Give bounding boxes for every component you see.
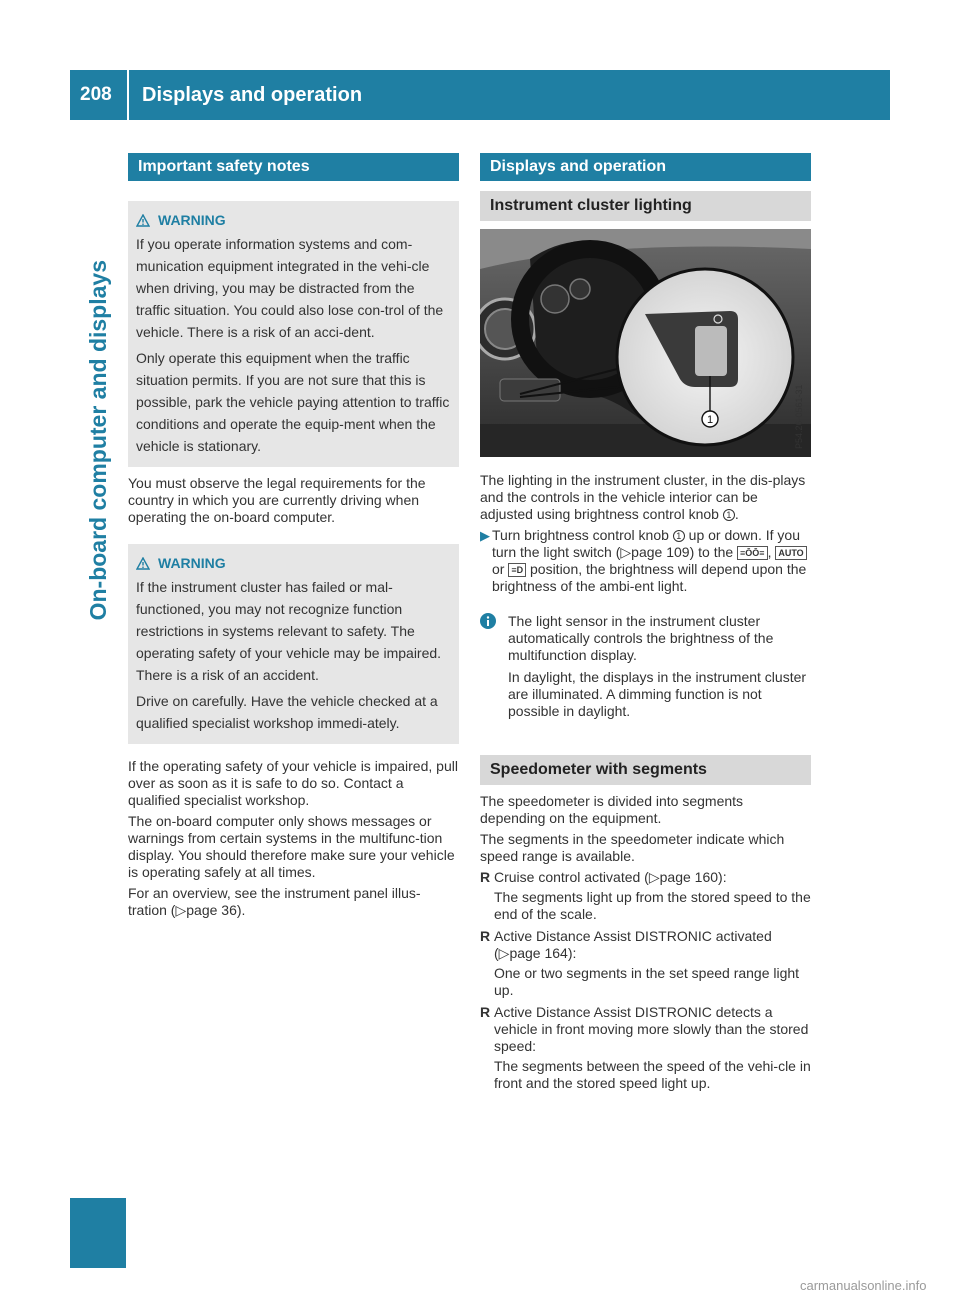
warning-text: If the instrument cluster has failed or mal-functioned, you may not recognize function restrictions in systems relevant to safety. The operating safety of your vehicle may be impaired. There is a risk of an accident. bbox=[136, 579, 442, 683]
subsection-title-lighting: Instrument cluster lighting bbox=[480, 191, 811, 221]
page-ref-arrow-icon: ▷ bbox=[498, 945, 510, 961]
paragraph-text: The lighting in the instrument cluster, in the dis-plays and the controls in the vehicle interior can be adjusted using brightness control knob bbox=[480, 472, 806, 522]
body-text bbox=[128, 758, 459, 919]
paragraph: You must observe the legal requirements for the country in which you are currently driving when operating the on-board computer. bbox=[128, 475, 426, 525]
warning-box-2 bbox=[128, 544, 459, 744]
list-item bbox=[480, 928, 811, 1002]
warning-text: If you operate information systems and com-munication equipment integrated in the vehi-cle when driving, you may be distracted from the traffic situation. You could also lose con-trol of the vehicle. There is a risk of an acci-dent. bbox=[136, 236, 444, 340]
dashboard-illustration bbox=[480, 229, 811, 457]
step-text: Turn brightness control knob 1 up or down. If you turn the light switch (▷page 109) to the ≡ŌŌ≡ , AUTO or ≡D position, the brightness will depend upon the brightness of the ambi-ent light. bbox=[492, 527, 807, 594]
paragraph: The segments in the speedometer indicate which speed range is available. bbox=[480, 831, 785, 864]
list-item-subtext: One or two segments in the set speed range light up. bbox=[494, 965, 800, 998]
right-column bbox=[480, 153, 811, 1095]
paragraph: The speedometer is divided into segments depending on the equipment. bbox=[480, 793, 744, 826]
side-tab-label: On-board computer and displays bbox=[85, 260, 111, 621]
step-text-part: ) to the bbox=[689, 544, 738, 560]
page-reference-link[interactable]: page 160 bbox=[659, 869, 719, 885]
bullet-marker: R bbox=[480, 928, 491, 944]
figure-code: P54.26-0561-31 bbox=[794, 384, 804, 449]
figure-callout-1: 1 bbox=[706, 414, 714, 426]
warning-label: WARNING bbox=[158, 555, 226, 571]
list-text-part: ): bbox=[718, 869, 727, 885]
footer-watermark: carmanualsonline.info bbox=[800, 1278, 927, 1293]
paragraph: The on-board computer only shows messages or warnings from certain systems in the multifunc-tion display. You should therefore make sure your vehicle is operating safely at all times. bbox=[128, 813, 455, 880]
body-text bbox=[480, 793, 811, 865]
callout-number: 1 bbox=[673, 530, 685, 542]
instruction-step bbox=[480, 527, 811, 595]
parking-light-symbol-icon: ≡ŌŌ≡ bbox=[737, 546, 768, 560]
header-title: Displays and operation bbox=[142, 84, 363, 106]
step-text-part: Turn brightness control knob bbox=[492, 527, 673, 543]
info-note bbox=[480, 613, 811, 725]
step-text-part: position, the brightness will depend upon the brightness of the ambi-ent light. bbox=[492, 561, 807, 594]
info-text: The light sensor in the instrument cluster automatically controls the brightness of the multifunction display. bbox=[508, 613, 774, 663]
list-item-subtext: The segments between the speed of the vehi-cle in front and the stored speed light up. bbox=[494, 1058, 811, 1091]
callout-number: 1 bbox=[723, 509, 735, 521]
header-separator bbox=[127, 70, 129, 120]
subsection-title-speedometer: Speedometer with segments bbox=[480, 755, 811, 785]
warning-box-1 bbox=[128, 201, 459, 467]
paragraph: If the operating safety of your vehicle is impaired, pull over as soon as it is safe to do so. Contact a qualified specialist workshop. bbox=[128, 758, 458, 808]
bullet-marker: R bbox=[480, 1004, 491, 1020]
page-reference-link[interactable]: page 109 bbox=[631, 544, 690, 560]
info-text: In daylight, the displays in the instrument cluster are illuminated. A dimming function is not possible in daylight. bbox=[508, 669, 807, 719]
info-content bbox=[508, 613, 811, 725]
warning-heading bbox=[136, 209, 451, 231]
paragraph-text: For an overview, see the instrument panel illus-tration ( bbox=[128, 885, 421, 918]
list-item bbox=[480, 869, 811, 926]
warning-triangle-icon bbox=[136, 557, 150, 570]
low-beam-symbol-icon: ≡D bbox=[508, 563, 526, 577]
instrument-cluster-figure bbox=[480, 229, 811, 457]
paragraph bbox=[480, 472, 811, 523]
page-header bbox=[70, 70, 890, 120]
page-ref-arrow-icon: ▷ bbox=[620, 544, 632, 560]
page-reference-link[interactable]: page 164 bbox=[509, 945, 568, 961]
left-column bbox=[128, 153, 459, 923]
auto-light-symbol-icon: AUTO bbox=[775, 546, 806, 560]
step-text-part: or bbox=[492, 561, 505, 577]
list-item-subtext: The segments light up from the stored speed to the end of the scale. bbox=[494, 889, 811, 922]
warning-text: Only operate this equipment when the traffic situation permits. If you are not sure that this is possible, park the vehicle paying attention to traffic conditions and operate the equip-ment when the vehicle is stationary. bbox=[136, 350, 450, 454]
list-item bbox=[480, 1004, 811, 1095]
side-tab bbox=[70, 120, 126, 1270]
list-text-part: Cruise control activated ( bbox=[494, 869, 649, 885]
info-icon bbox=[480, 613, 508, 725]
step-arrow-icon: ▶ bbox=[480, 528, 490, 543]
list-item-text: Active Distance Assist DISTRONIC detects a vehicle in front moving more slowly than the stored speed: bbox=[494, 1004, 809, 1054]
warning-label: WARNING bbox=[158, 212, 226, 228]
list-item-text bbox=[494, 869, 811, 886]
list-item-content bbox=[494, 1004, 811, 1095]
paragraph-text: ). bbox=[236, 902, 246, 918]
page-ref-arrow-icon: ▷ bbox=[648, 869, 660, 885]
side-tab-marker bbox=[70, 1198, 126, 1268]
step-text-part: up or down. If you turn the light switch ( bbox=[492, 527, 800, 560]
list-text-part: Active Distance Assist DISTRONIC activated ( bbox=[494, 928, 772, 961]
list-item-text bbox=[494, 928, 811, 962]
list-item-content bbox=[494, 869, 811, 926]
paragraph bbox=[128, 885, 459, 919]
body-text bbox=[480, 472, 811, 523]
list-item-content bbox=[494, 928, 811, 1002]
page-number: 208 bbox=[80, 84, 112, 105]
bullet-marker: R bbox=[480, 869, 491, 885]
warning-text: Drive on carefully. Have the vehicle checked at a qualified specialist workshop immedi-ately. bbox=[136, 693, 438, 731]
page-reference-link[interactable]: page 36 bbox=[186, 902, 237, 918]
paragraph-text: . bbox=[734, 506, 739, 522]
section-title-displays: Displays and operation bbox=[480, 153, 811, 181]
warning-triangle-icon bbox=[136, 214, 150, 227]
list-text-part: ): bbox=[567, 945, 577, 961]
body-text bbox=[128, 475, 459, 526]
page-ref-arrow-icon: ▷ bbox=[175, 902, 187, 918]
warning-heading bbox=[136, 552, 451, 574]
section-title-safety: Important safety notes bbox=[128, 153, 459, 181]
